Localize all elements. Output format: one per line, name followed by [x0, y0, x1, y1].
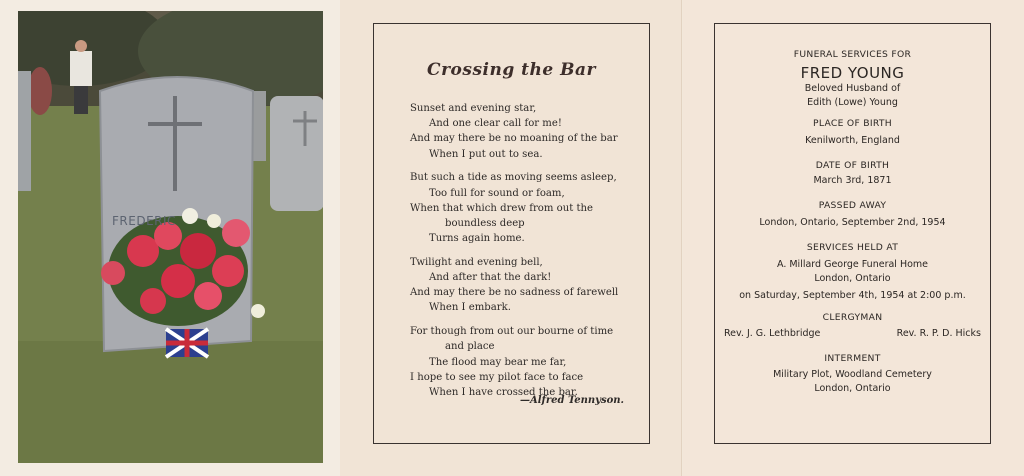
birthplace-value: Kenilworth, England: [805, 135, 900, 146]
poem-line: boundless deep: [445, 217, 525, 229]
birthdate-value: March 3rd, 1871: [813, 175, 892, 186]
stanza: [410, 255, 640, 316]
service-heading: FUNERAL SERVICES FOR: [793, 49, 912, 60]
photo-frame: [0, 0, 340, 476]
interment-label: INTERMENT: [824, 353, 881, 364]
poem-line: And after that the dark!: [429, 272, 552, 284]
stanza: [410, 101, 640, 162]
poem-line: I hope to see my pilot face to face: [410, 371, 584, 383]
poem-line: And may there be no moaning of the bar: [410, 133, 618, 145]
poem-line: When I put out to sea.: [429, 148, 543, 160]
clergy-row: [714, 328, 991, 339]
poem-line: When I have crossed the bar.: [429, 386, 578, 398]
poem-author: —Alfred Tennyson.: [520, 395, 625, 406]
clergy-name-1: Rev. J. G. Lethbridge: [724, 328, 821, 339]
service-details: [714, 49, 991, 396]
poem-line: The flood may bear me far,: [429, 356, 567, 368]
interment-line-1: Military Plot, Woodland Cemetery: [773, 369, 932, 380]
clergy-name-2: Rev. R. P. D. Hicks: [896, 328, 981, 339]
poem-title: Crossing the Bar: [427, 60, 596, 80]
poem-line: When I embark.: [429, 302, 511, 314]
passed-label: PASSED AWAY: [818, 200, 887, 211]
birthplace-label: PLACE OF BIRTH: [812, 118, 893, 129]
poem-line: But such a tide as moving seems asleep,: [410, 172, 617, 184]
relation-line-2: Edith (Lowe) Young: [807, 97, 898, 108]
stanza: [410, 170, 640, 246]
poem-line: When that which drew from out the: [410, 202, 594, 214]
headstone-inscription: FREDERIC: [112, 214, 176, 228]
deceased-name: FRED YOUNG: [800, 64, 905, 82]
services-label: SERVICES HELD AT: [806, 242, 899, 253]
poem-line: Sunset and evening star,: [410, 103, 537, 114]
funeral-home-city: London, Ontario: [814, 273, 891, 284]
stanza: [410, 324, 640, 400]
poem-line: and place: [445, 341, 495, 353]
poem-line: Turns again home.: [429, 233, 525, 245]
card-fold: [681, 0, 683, 476]
poem-line: Twilight and evening bell,: [410, 256, 543, 268]
birthdate-label: DATE OF BIRTH: [815, 160, 890, 171]
poem-line: For though from out our bourne of time: [410, 326, 614, 338]
poem-line: And one clear call for me!: [429, 118, 562, 130]
headstone-photo: [18, 11, 323, 463]
funeral-home: A. Millard George Funeral Home: [776, 259, 929, 270]
passed-value: London, Ontario, September 2nd, 1954: [759, 217, 946, 228]
relation-line-1: Beloved Husband of: [804, 83, 901, 94]
clergy-label: CLERGYMAN: [822, 312, 883, 323]
interment-line-2: London, Ontario: [814, 383, 891, 394]
headstone-photo-illustration: [18, 11, 323, 463]
poem-line: And may there be no sadness of farewell: [410, 287, 619, 299]
poem-body: [410, 101, 640, 409]
poem-line: Too full for sound or foam,: [429, 187, 565, 199]
service-date: on Saturday, September 4th, 1954 at 2:00 p.m.: [739, 290, 966, 301]
